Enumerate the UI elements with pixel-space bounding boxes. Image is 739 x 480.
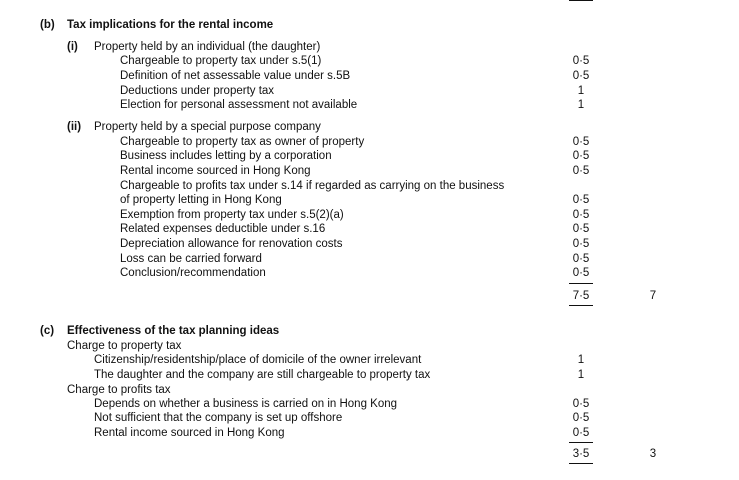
item-mark: 0·5 xyxy=(572,267,590,279)
item-mark: 0·5 xyxy=(572,238,590,250)
item-text: Rental income sourced in Hong Kong xyxy=(94,427,285,439)
item-mark: 0·5 xyxy=(572,150,590,162)
item-mark: 0·5 xyxy=(572,194,590,206)
item-text: Business includes letting by a corporation xyxy=(120,150,332,162)
section-b-subtotal: 7·5 xyxy=(572,290,590,302)
item-text: Not sufficient that the company is set up offshore xyxy=(94,412,343,424)
item-text: Exemption from property tax under s.5(2)(a) xyxy=(120,209,344,221)
item-mark: 0·5 xyxy=(572,253,590,265)
item-mark: 0·5 xyxy=(572,223,590,235)
item-mark: 1 xyxy=(577,354,585,366)
item-text: Definition of net assessable value under s.5B xyxy=(120,70,351,82)
section-c-subtotal: 3·5 xyxy=(572,448,590,460)
item-text: Depreciation allowance for renovation costs xyxy=(120,238,343,250)
item-text: The daughter and the company are still chargeable to property tax xyxy=(94,369,431,381)
item-mark: 1 xyxy=(577,85,585,97)
item-text: Related expenses deductible under s.16 xyxy=(120,223,326,235)
section-c-title: Effectiveness of the tax planning ideas xyxy=(67,325,280,337)
item-text: Chargeable to profits tax under s.14 if regarded as carrying on the business xyxy=(120,180,505,192)
group-heading: Charge to profits tax xyxy=(67,384,171,396)
item-mark: 0·5 xyxy=(572,70,590,82)
item-text: Chargeable to property tax under s.5(1) xyxy=(120,55,322,67)
item-mark: 1 xyxy=(577,99,585,111)
subtotal-rule-bottom xyxy=(569,305,593,306)
item-mark: 0·5 xyxy=(572,209,590,221)
item-text: Citizenship/residentship/place of domicile of the owner irrelevant xyxy=(94,354,422,366)
top-rule xyxy=(569,0,593,1)
item-mark: 0·5 xyxy=(572,136,590,148)
part-ii-title: Property held by a special purpose company xyxy=(94,121,321,133)
item-mark: 0·5 xyxy=(572,427,590,439)
item-mark: 1 xyxy=(577,369,585,381)
section-c-total: 3 xyxy=(649,448,657,460)
item-mark: 0·5 xyxy=(572,412,590,424)
subtotal-rule-top xyxy=(569,442,593,443)
part-ii-number: (ii) xyxy=(67,121,82,133)
item-text: Chargeable to property tax as owner of property xyxy=(120,136,365,148)
subtotal-rule-bottom xyxy=(569,463,593,464)
section-b-letter: (b) xyxy=(40,19,55,31)
item-text: Conclusion/recommendation xyxy=(120,267,266,279)
part-i-number: (i) xyxy=(67,41,78,53)
part-i-title: Property held by an individual (the daughter) xyxy=(94,41,321,53)
item-text: Loss can be carried forward xyxy=(120,253,262,265)
item-mark: 0·5 xyxy=(572,55,590,67)
item-mark: 0·5 xyxy=(572,398,590,410)
section-b-total: 7 xyxy=(649,290,657,302)
section-c-letter: (c) xyxy=(40,325,55,337)
subtotal-rule-top xyxy=(569,283,593,284)
group-heading: Charge to property tax xyxy=(67,340,182,352)
item-text: Depends on whether a business is carried on in Hong Kong xyxy=(94,398,398,410)
item-text: Election for personal assessment not available xyxy=(120,99,358,111)
item-text: Rental income sourced in Hong Kong xyxy=(120,165,311,177)
section-b-title: Tax implications for the rental income xyxy=(67,19,274,31)
item-text: of property letting in Hong Kong xyxy=(120,194,282,206)
item-mark: 0·5 xyxy=(572,165,590,177)
item-text: Deductions under property tax xyxy=(120,85,275,97)
